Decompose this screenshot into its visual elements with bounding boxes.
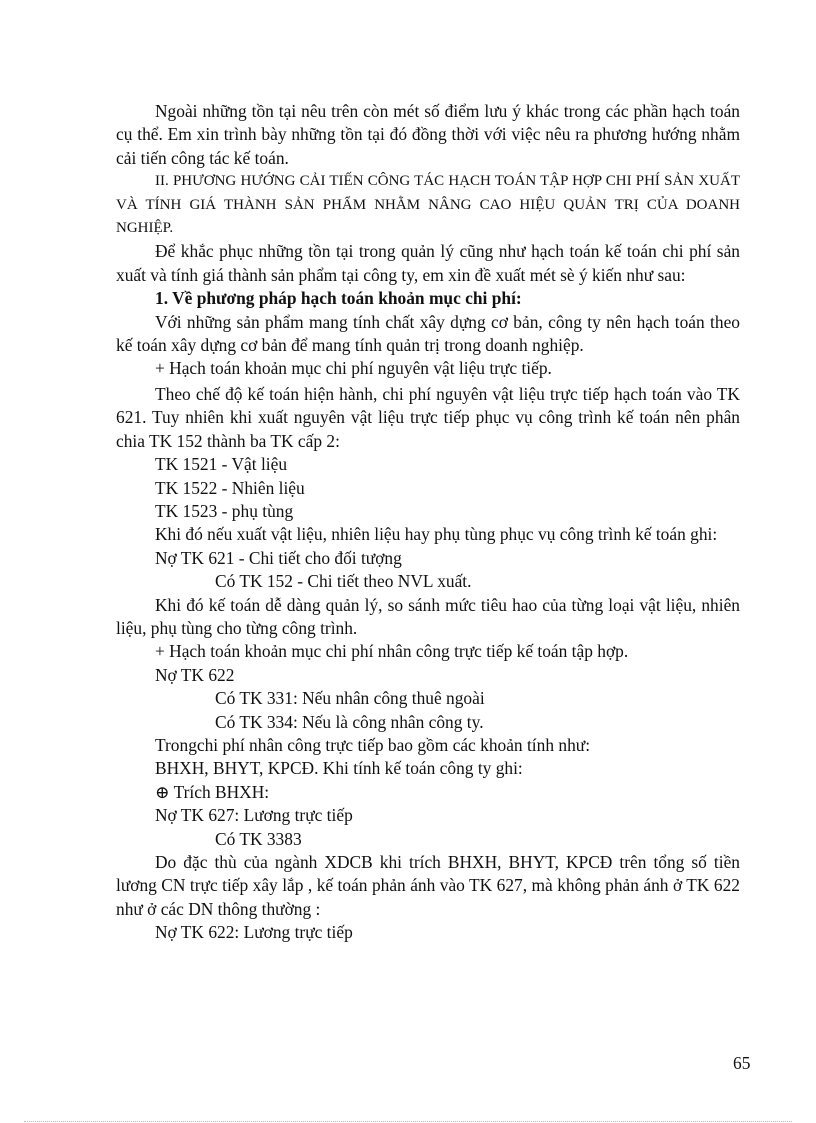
body-line: BHXH, BHYT, KPCĐ. Khi tính kế toán công ty ghi: (155, 758, 523, 779)
journal-debit-line: Nợ TK 622 (155, 664, 235, 685)
body-line: Trongchi phí nhân công trực tiếp bao gồm các khoản tính như: (155, 734, 591, 755)
journal-debit-line: Nợ TK 621 - Chi tiết cho đối tượng (155, 547, 402, 568)
journal-debit-line: Nợ TK 622: Lương trực tiếp (155, 922, 353, 943)
journal-credit-line: Có TK 3383 (215, 828, 302, 849)
journal-credit-line: Có TK 334: Nếu là công nhân công ty. (215, 711, 484, 732)
body-paragraph: Với những sản phẩm mang tính chất xây dựng cơ bản, công ty nên hạch toán theo kế toán xây dựng cơ bản để mang tính quản trị trong doanh nghiệp. (116, 311, 740, 356)
section-heading: II. PHƯƠNG HƯỚNG CẢI TIẾN CÔNG TÁC HẠCH TOÁN TẬP HỢP CHI PHÍ SẢN XUẤT VÀ TÍNH GIÁ THÀNH SẢN PHẨM NHẰM NÂNG CAO HIỆU QUẢN TRỊ CỦA DOANH NGHIỆP. (116, 173, 740, 237)
journal-credit-line: Có TK 152 - Chi tiết theo NVL xuất. (215, 571, 472, 592)
body-paragraph: Khi đó kế toán dễ dàng quản lý, so sánh mức tiêu hao của từng loại vật liệu, nhiên liệu, phụ tùng cho từng công trình. (116, 594, 740, 638)
body-paragraph: Do đặc thù của ngành XDCB khi trích BHXH, BHYT, KPCĐ trên tổng số tiền lương CN trực tiếp xây lắp , kế toán phản ánh vào TK 627, mà không phản ánh ở TK 622 như ở các DN thông thường : (116, 852, 740, 919)
body-paragraph: Để khắc phục những tồn tại trong quản lý cũng như hạch toán kế toán chi phí sản xuất và tính giá thành sản phẩm tại công ty, em xin đề xuất mét sè ý kiến như sau: (116, 241, 740, 285)
body-line: ⊕ Trích BHXH: (155, 781, 270, 802)
account-line: TK 1522 - Nhiên liệu (155, 477, 305, 498)
page-number: 65 (733, 1053, 751, 1073)
account-line: TK 1523 - phụ tùng (155, 500, 294, 521)
account-line: TK 1521 - Vật liệu (155, 454, 288, 475)
journal-credit-line: Có TK 331: Nếu nhân công thuê ngoài (215, 688, 485, 709)
footer-divider (24, 1121, 792, 1122)
journal-debit-line: Nợ TK 627: Lương trực tiếp (155, 805, 353, 826)
subsection-heading: 1. Về phương pháp hạch toán khoản mục chi phí: (155, 288, 522, 309)
body-paragraph: Theo chế độ kế toán hiện hành, chi phí nguyên vật liệu trực tiếp hạch toán vào TK 621. Tuy nhiên khi xuất nguyên vật liệu trực tiếp phục vụ công trình kế toán nên phân chia TK 152 thành ba TK cấp 2: (116, 383, 740, 451)
page-body (116, 100, 740, 945)
body-paragraph: + Hạch toán khoản mục chi phí nhân công trực tiếp kế toán tập hợp. (155, 641, 629, 662)
intro-paragraph: Ngoài những tồn tại nêu trên còn mét số điểm lưu ý khác trong các phần hạch toán cụ thể. Em xin trình bày những tồn tại đó đồng thời với việc nêu ra phương hướng nhằm cải tiến công tác kế toán. (116, 101, 740, 168)
body-paragraph: Khi đó nếu xuất vật liệu, nhiên liệu hay phụ tùng phục vụ công trình kế toán ghi: (155, 524, 718, 545)
body-paragraph: + Hạch toán khoản mục chi phí nguyên vật liệu trực tiếp. (155, 358, 552, 379)
